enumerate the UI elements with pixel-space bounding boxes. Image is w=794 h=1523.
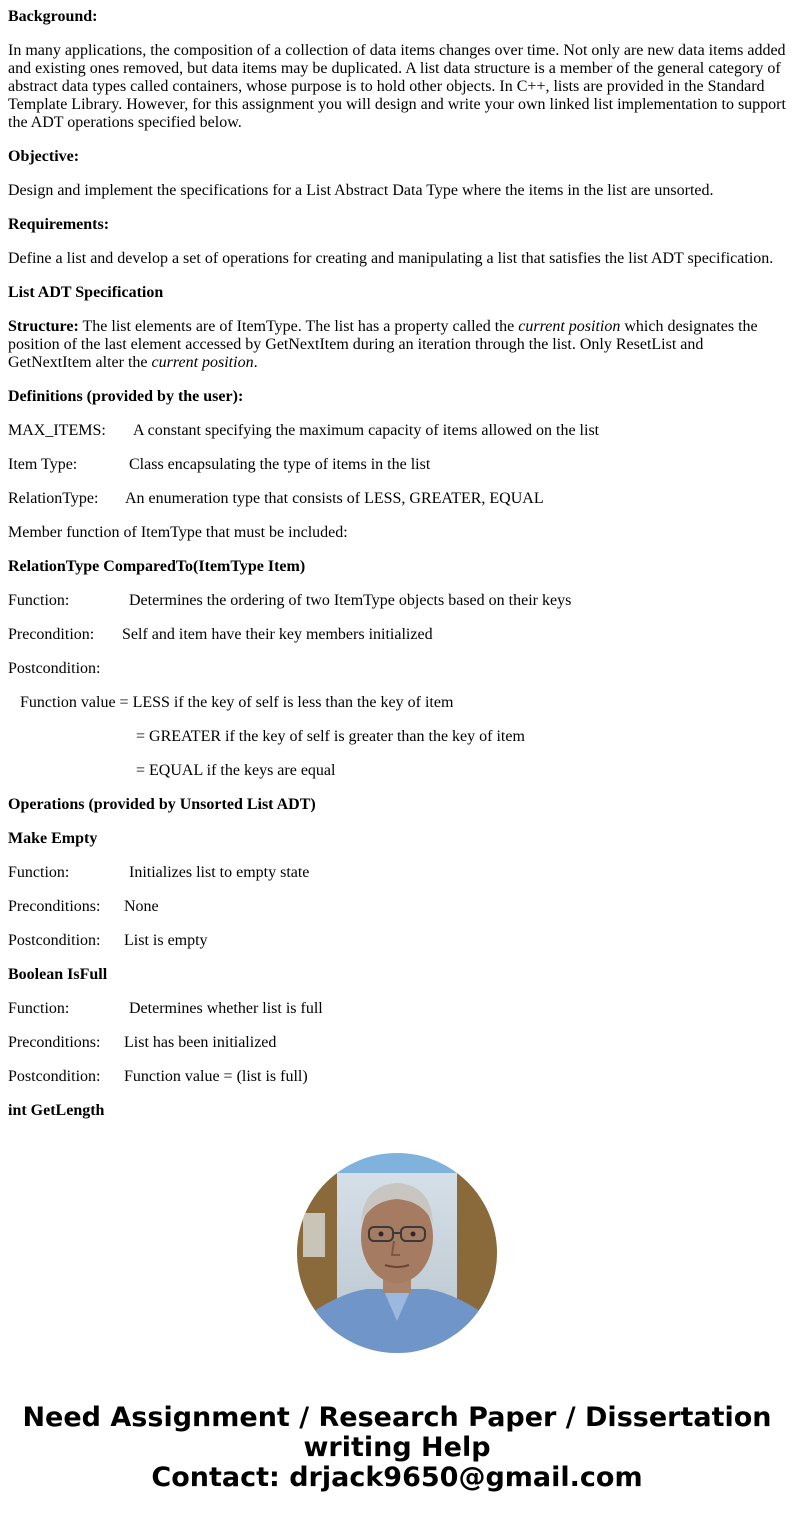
definition-relation-type: RelationType: An enumeration type that consists of LESS, GREATER, EQUAL <box>8 490 544 507</box>
objective-paragraph: Design and implement the specifications for a List Abstract Data Type where the items in the list are unsorted. <box>8 182 714 199</box>
promo-contact: Contact: drjack9650@gmail.com <box>151 1462 643 1493</box>
promo-banner <box>0 1403 794 1493</box>
get-length-heading: int GetLength <box>8 1102 105 1119</box>
background-paragraph: In many applications, the composition of a collection of data items changes over time. Not only are new data items added and existing ones removed, but data items may be duplicated. A list data structure is a member of the general category of abstract data types called containers, whose purpose is to hold other objects. In C++, lists are provided in the Standard Template Library. However, for this assignment you will design and write your own linked list implementation to support the ADT operations specified below. <box>8 42 786 131</box>
requirements-paragraph: Define a list and develop a set of operations for creating and manipulating a list that satisfies the list ADT specification. <box>8 250 774 267</box>
compared-to-line-greater: = GREATER if the key of self is greater than the key of item <box>136 728 525 745</box>
is-full-postcondition: Postcondition: Function value = (list is full) <box>8 1068 308 1085</box>
definition-item-type: Item Type: Class encapsulating the type of items in the list <box>8 456 431 473</box>
author-photo <box>297 1153 497 1353</box>
promo-line-2: writing Help <box>303 1432 491 1463</box>
is-full-function: Function: Determines whether list is full <box>8 1000 323 1017</box>
requirements-heading: Requirements: <box>8 216 110 233</box>
compared-to-precondition: Precondition: Self and item have their key members initialized <box>8 626 433 643</box>
structure-paragraph: Structure: The list elements are of ItemType. The list has a property called the current position which designates the position of the last element accessed by GetNextItem during an iteration through the list. Only ResetList and GetNextItem alter the current position. <box>8 318 758 371</box>
compared-to-line-less: Function value = LESS if the key of self is less than the key of item <box>20 694 454 711</box>
current-position-term: current position <box>518 318 621 335</box>
spec-heading: List ADT Specification <box>8 284 164 301</box>
make-empty-preconditions: Preconditions: None <box>8 898 159 915</box>
definitions-heading: Definitions (provided by the user): <box>8 388 244 405</box>
background-heading: Background: <box>8 8 98 25</box>
compared-to-line-equal: = EQUAL if the keys are equal <box>136 762 336 779</box>
make-empty-heading: Make Empty <box>8 830 98 847</box>
document-body <box>8 8 788 1136</box>
operations-heading: Operations (provided by Unsorted List ADT) <box>8 796 316 813</box>
compared-to-function: Function: Determines the ordering of two ItemType objects based on their keys <box>8 592 572 609</box>
definition-max-items: MAX_ITEMS: A constant specifying the maximum capacity of items allowed on the list <box>8 422 600 439</box>
current-position-term-2: current position <box>151 354 254 371</box>
member-intro: Member function of ItemType that must be included: <box>8 524 348 541</box>
make-empty-function: Function: Initializes list to empty state <box>8 864 310 881</box>
compared-to-heading: RelationType ComparedTo(ItemType Item) <box>8 558 306 575</box>
objective-heading: Objective: <box>8 148 80 165</box>
is-full-heading: Boolean IsFull <box>8 966 108 983</box>
structure-label: Structure: <box>8 318 79 335</box>
is-full-preconditions: Preconditions: List has been initialized <box>8 1034 277 1051</box>
compared-to-postcondition-label: Postcondition: <box>8 660 101 677</box>
promo-line-1: Need Assignment / Research Paper / Dissertation <box>22 1402 772 1433</box>
make-empty-postcondition: Postcondition: List is empty <box>8 932 208 949</box>
